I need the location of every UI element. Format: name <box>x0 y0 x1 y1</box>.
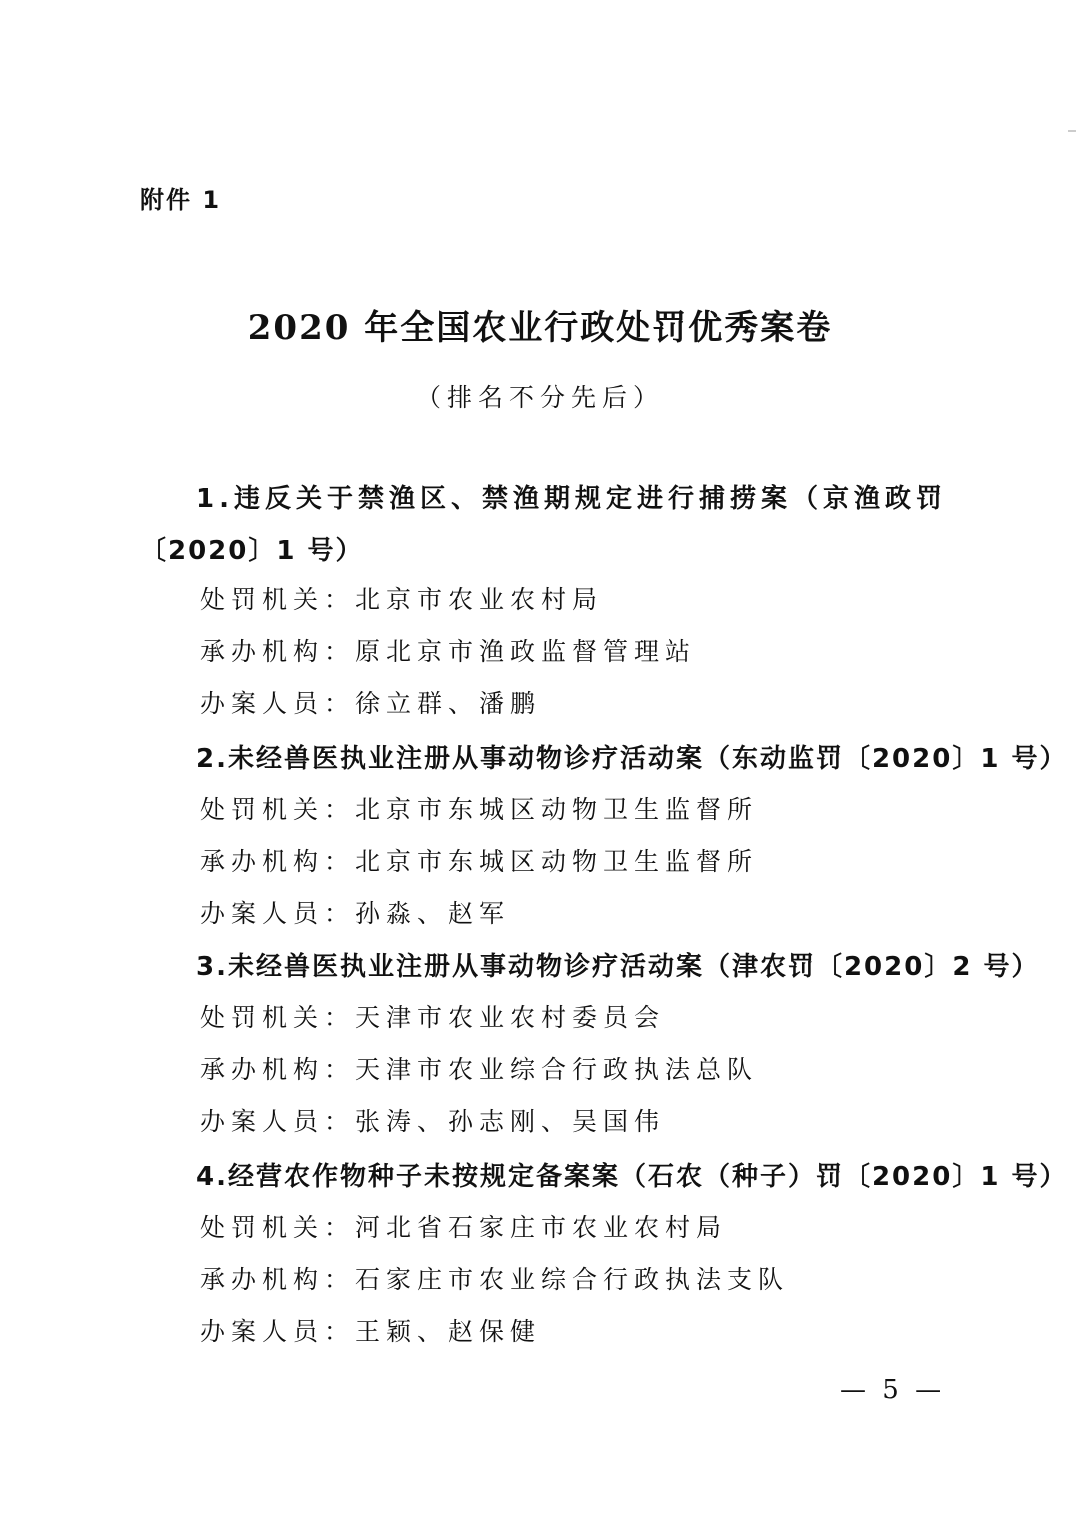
case-4-staff: 办案人员：王颖、赵保健 <box>200 1317 542 1346</box>
case-1-handler: 承办机构：原北京市渔政监督管理站 <box>200 637 697 666</box>
case-3-heading: 3.未经兽医执业注册从事动物诊疗活动案（津农罚〔2020〕2 号） <box>196 952 1040 982</box>
page-subtitle: （排名不分先后） <box>415 383 664 412</box>
case-2-handler: 承办机构：北京市东城区动物卫生监督所 <box>200 847 759 876</box>
attachment-label: 附件 1 <box>140 186 222 214</box>
case-3-authority: 处罚机关：天津市农业农村委员会 <box>200 1003 666 1032</box>
case-1-authority: 处罚机关：北京市农业农村局 <box>200 585 604 614</box>
case-4-heading: 4.经营农作物种子未按规定备案案（石农（种子）罚〔2020〕1 号） <box>196 1162 1068 1192</box>
case-2-staff: 办案人员：孙淼、赵军 <box>200 899 511 928</box>
case-3-staff: 办案人员：张涛、孙志刚、吴国伟 <box>200 1107 666 1136</box>
case-2-heading: 2.未经兽医执业注册从事动物诊疗活动案（东动监罚〔2020〕1 号） <box>196 744 1068 774</box>
case-1-heading: 1.违反关于禁渔区、禁渔期规定进行捕捞案（京渔政罚 <box>196 484 947 514</box>
case-2-authority: 处罚机关：北京市东城区动物卫生监督所 <box>200 795 759 824</box>
case-1-staff: 办案人员：徐立群、潘鹏 <box>200 689 542 718</box>
scan-artifact <box>1068 130 1076 132</box>
page-number: — 5 — <box>840 1375 946 1405</box>
case-1-heading-continued: 〔2020〕1 号） <box>140 536 364 566</box>
case-4-handler: 承办机构：石家庄市农业综合行政执法支队 <box>200 1265 790 1294</box>
case-4-authority: 处罚机关：河北省石家庄市农业农村局 <box>200 1213 728 1242</box>
case-3-handler: 承办机构：天津市农业综合行政执法总队 <box>200 1055 759 1084</box>
page-title: 2020 年全国农业行政处罚优秀案卷 <box>247 308 833 348</box>
